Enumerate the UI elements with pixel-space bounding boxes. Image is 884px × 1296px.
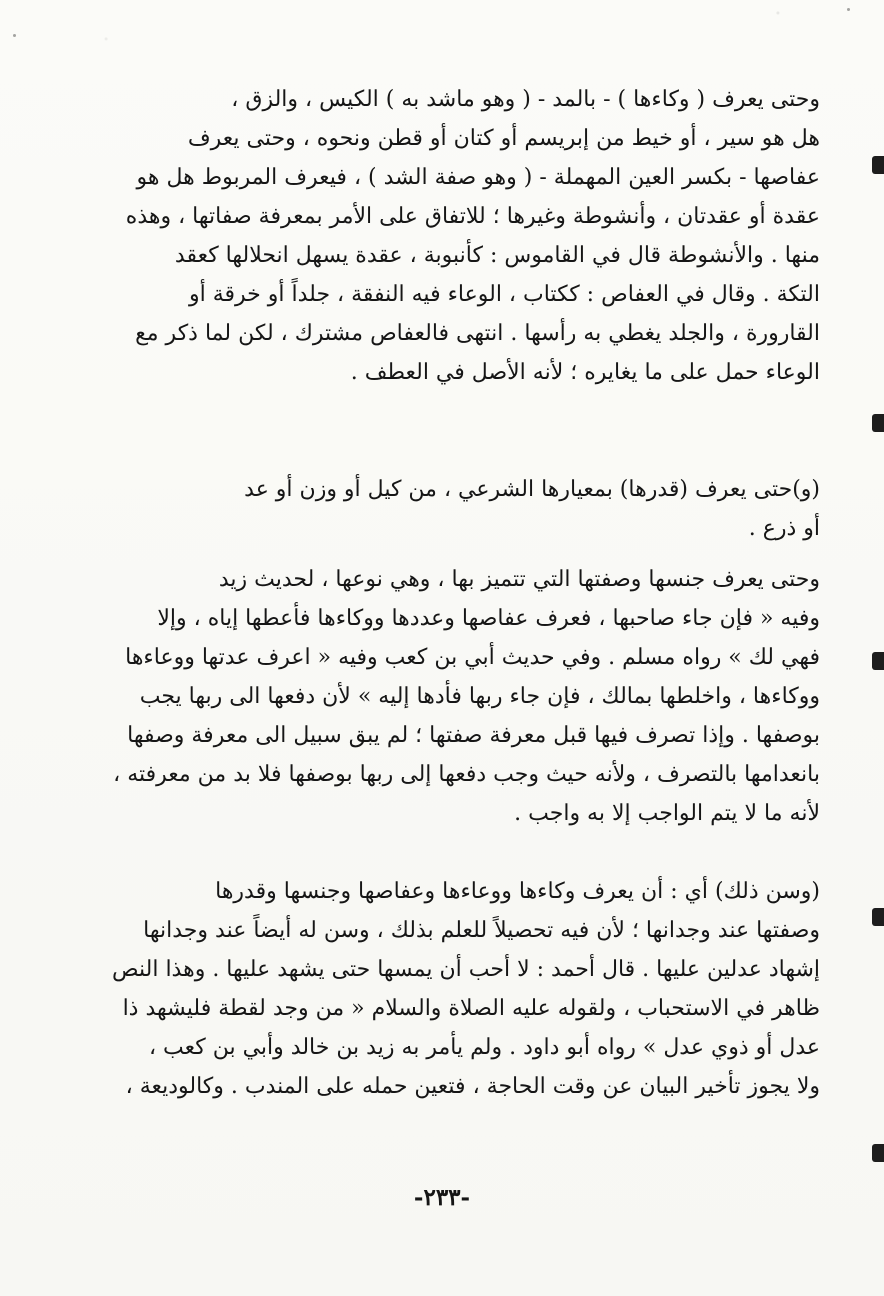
text-line: وصفتها عند وجدانها ؛ لأن فيه تحصيلاً للعلم بذلك ، وسن له أيضاً عند وجدانها <box>143 918 820 943</box>
text-line: ولا يجوز تأخير البيان عن وقت الحاجة ، فتعين حمله على المندب . وكالوديعة ، <box>125 1074 820 1099</box>
text-line: وحتى يعرف ( وكاءها ) - بالمد - ( وهو ماشد به ) الكيس ، والزق ، <box>231 87 820 112</box>
text-line: (و)حتى يعرف (قدرها) بمعيارها الشرعي ، من كيل أو وزن أو عد <box>244 477 820 502</box>
text-line: وحتى يعرف جنسها وصفتها التي تتميز بها ، وهي نوعها ، لحديث زيد <box>218 567 820 592</box>
margin-binding-mark <box>872 156 884 174</box>
text-line: الوعاء حمل على ما يغايره ؛ لأنه الأصل في العطف . <box>350 360 820 385</box>
text-line: ووكاءها ، واخلطها بمالك ، فإن جاء ربها فأدها إليه » لأن دفعها الى ربها يجب <box>139 684 820 709</box>
page-number: -٢٣٣- <box>413 1184 471 1211</box>
margin-binding-mark <box>872 652 884 670</box>
text-line: القارورة ، والجلد يغطي به رأسها . انتهى فالعفاص مشترك ، لكن لما ذكر مع <box>135 321 820 346</box>
text-line: عدل أو ذوي عدل » رواه أبو داود . ولم يأمر به زيد بن خالد وأبي بن كعب ، <box>148 1035 820 1060</box>
paragraph-kind-and-description <box>113 560 820 833</box>
text-line: لأنه ما لا يتم الواجب إلا به واجب . <box>514 801 820 826</box>
text-line: منها . والأنشوطة قال في القاموس : كأنبوبة ، عقدة يسهل انحلالها كعقد <box>174 243 820 268</box>
text-line: (وسن ذلك) أي : أن يعرف وكاءها ووعاءها وعفاصها وجنسها وقدرها <box>215 879 820 904</box>
text-line: وفيه « فإن جاء صاحبها ، فعرف عفاصها وعددها ووكاءها فأعطها إياه ، وإلا <box>157 606 820 631</box>
text-line: بوصفها . وإذا تصرف فيها قبل معرفة صفتها ؛ لم يبق سبيل الى معرفة وصفها <box>127 723 820 748</box>
paragraph-quantity <box>130 470 820 548</box>
text-line: إشهاد عدلين عليها . قال أحمد : لا أحب أن يمسها حتى يشهد عليها . وهذا النص <box>112 957 820 982</box>
text-line: هل هو سير ، أو خيط من إبريسم أو كتان أو قطن ونحوه ، وحتى يعرف <box>187 126 820 151</box>
text-line: التكة . وقال في العفاص : ككتاب ، الوعاء فيه النفقة ، جلداً أو خرقة أو <box>189 282 820 307</box>
paragraph-knot-and-container <box>125 80 820 392</box>
scan-speck <box>13 34 16 37</box>
text-line: عفاصها - بكسر العين المهملة - ( وهو صفة الشد ) ، فيعرف المربوط هل هو <box>136 165 820 190</box>
text-line: أو ذرع . <box>748 516 820 541</box>
text-line: فهي لك » رواه مسلم . وفي حديث أبي بن كعب وفيه « اعرف عدتها ووعاءها <box>125 645 820 670</box>
margin-binding-mark <box>872 908 884 926</box>
text-line: عقدة أو عقدتان ، وأنشوطة وغيرها ؛ للاتفاق على الأمر بمعرفة صفاتها ، وهذه <box>125 204 820 229</box>
text-line: بانعدامها بالتصرف ، ولأنه حيث وجب دفعها إلى ربها بوصفها فلا بد من معرفته ، <box>113 762 820 787</box>
margin-binding-mark <box>872 414 884 432</box>
text-line: ظاهر في الاستحباب ، ولقوله عليه الصلاة والسلام « من وجد لقطة فليشهد ذا <box>122 996 820 1021</box>
paragraph-witnessing <box>112 872 820 1106</box>
margin-binding-mark <box>872 1144 884 1162</box>
scan-speck <box>847 8 850 11</box>
